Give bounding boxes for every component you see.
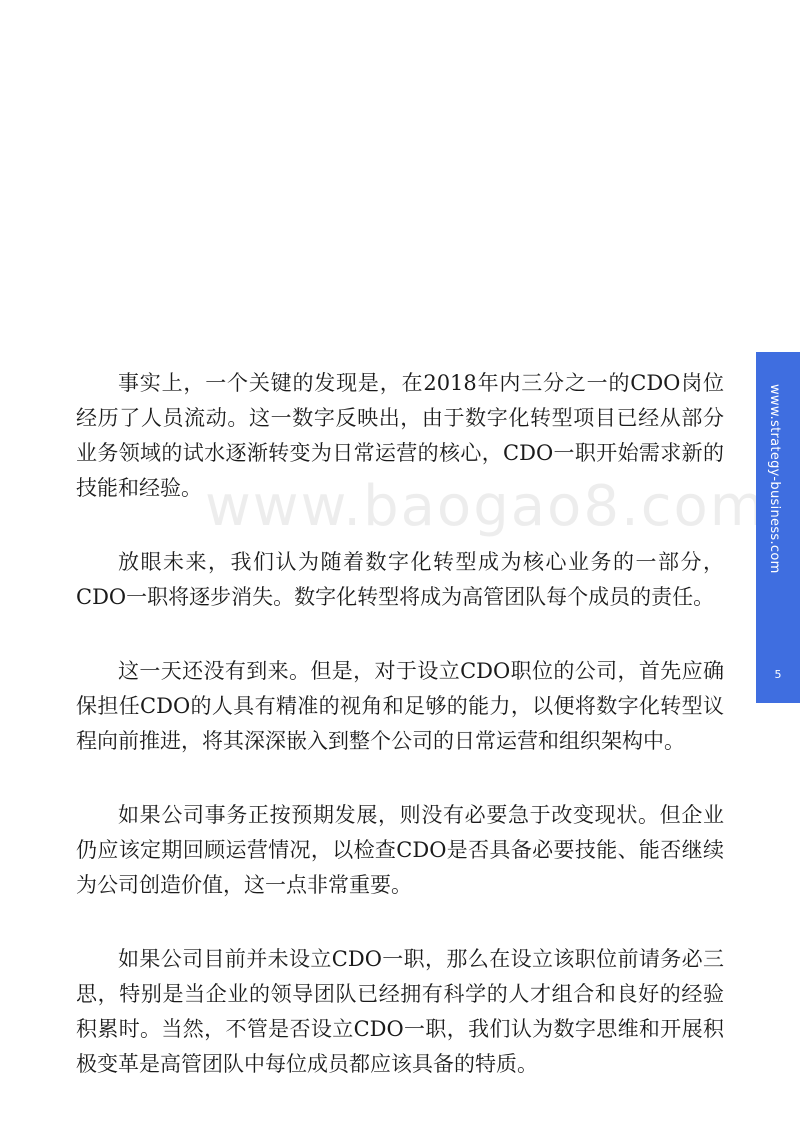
paragraph-1: 事实上，一个关键的发现是，在2018年内三分之一的CDO岗位经历了人员流动。这一数字反映出，由于数字化转型项目已经从部分业务领域的试水逐渐转变为日常运营的核心，CDO一职开始需求新的技能和经验。 [76, 371, 724, 500]
paragraph-4: 如果公司事务正按预期发展，则没有必要急于改变现状。但企业仍应该定期回顾运营情况，以检查CDO是否具备必要技能、能否继续为公司创造价值，这一点非常重要。 [76, 803, 724, 897]
page-number: 5 [774, 668, 782, 681]
body-text [76, 366, 724, 1121]
paragraph-5: 如果公司目前并未设立CDO一职，那么在设立该职位前请务必三思，特别是当企业的领导团队已经拥有科学的人才组合和良好的经验积累时。当然，不管是否设立CDO一职，我们认为数字思维和开展积极变革是高管团队中每位成员都应该具备的特质。 [76, 947, 724, 1076]
paragraph-2: 放眼未来，我们认为随着数字化转型成为核心业务的一部分，CDO一职将逐步消失。数字化转型将成为高管团队每个成员的责任。 [76, 550, 724, 609]
side-tab [756, 352, 800, 703]
website-url[interactable]: www.strategy-business.com [767, 384, 782, 574]
watermark: www.baogao8.com [205, 474, 767, 539]
paragraph-3: 这一天还没有到来。但是，对于设立CDO职位的公司，首先应确保担任CDO的人具有精准的视角和足够的能力，以便将数字化转型议程向前推进，将其深深嵌入到整个公司的日常运营和组织架构中。 [76, 659, 724, 753]
